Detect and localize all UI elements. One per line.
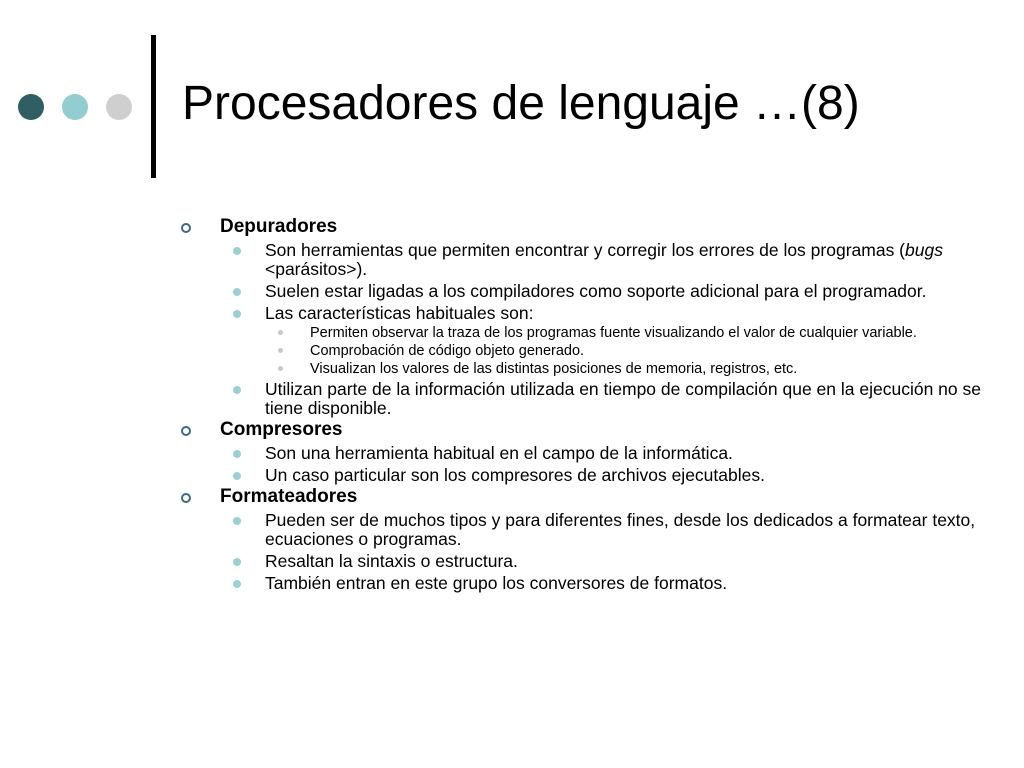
item-text: Suelen estar ligadas a los compiladores como soporte adicional para el programador. <box>265 281 927 301</box>
sub-list-item <box>265 343 981 359</box>
subitem-text: Comprobación de código objeto generado. <box>310 343 585 359</box>
dot-grey-icon <box>106 94 132 120</box>
item-text: Las características habituales son: <box>265 303 534 323</box>
dot-bullet-icon <box>233 472 241 480</box>
subitem-text: Permiten observar la traza de los programas fuente visualizando el valor de cualquier variable. <box>310 325 917 341</box>
bullet-list <box>220 444 981 485</box>
dot-bullet-icon <box>233 450 241 458</box>
list-item <box>220 380 981 418</box>
small-dot-bullet-icon <box>278 330 283 335</box>
dot-bullet-icon <box>233 517 241 525</box>
dot-bullet-icon <box>233 558 241 566</box>
ring-bullet-icon <box>181 426 191 436</box>
section-heading: Formateadores <box>220 486 358 507</box>
slide-body <box>181 215 981 593</box>
small-dot-bullet-icon <box>278 348 283 353</box>
list-item <box>220 304 981 377</box>
title-divider <box>151 35 156 178</box>
item-text: Resaltan la sintaxis o estructura. <box>265 551 518 571</box>
dot-bullet-icon <box>233 247 241 255</box>
bullet-list <box>220 511 981 593</box>
sub-list-item <box>265 361 981 377</box>
ring-bullet-icon <box>181 223 191 233</box>
item-text-after: <parásitos>). <box>265 259 368 279</box>
sub-list-item <box>265 325 981 341</box>
list-item <box>220 444 981 463</box>
dot-bullet-icon <box>233 310 241 318</box>
section-list <box>181 215 981 593</box>
item-text: Son una herramienta habitual en el campo de la informática. <box>265 443 733 463</box>
slide-title: Procesadores de lenguaje …(8) <box>182 77 860 130</box>
item-text: Un caso particular son los compresores de archivos ejecutables. <box>265 465 765 485</box>
section-heading: Depuradores <box>220 216 338 237</box>
item-text: También entran en este grupo los conversores de formatos. <box>265 573 728 593</box>
ring-bullet-icon <box>181 493 191 503</box>
list-item <box>220 552 981 571</box>
list-item <box>220 574 981 593</box>
section-formateadores <box>181 485 981 593</box>
list-item <box>220 241 981 279</box>
item-text: Pueden ser de muchos tipos y para diferentes fines, desde los dedicados a formatear texto, ecuaciones o programas. <box>265 510 976 549</box>
item-text: Utilizan parte de la información utilizada en tiempo de compilación que en la ejecución no se tiene disponible. <box>265 379 981 418</box>
dot-dark-icon <box>18 94 44 120</box>
list-item <box>220 466 981 485</box>
dot-bullet-icon <box>233 580 241 588</box>
bullet-list <box>220 241 981 418</box>
item-text-before: Son herramientas que permiten encontrar y corregir los errores de los programas ( <box>265 240 906 260</box>
dot-bullet-icon <box>233 288 241 296</box>
section-heading: Compresores <box>220 419 343 440</box>
dot-light-icon <box>62 94 88 120</box>
list-item <box>220 282 981 301</box>
list-item <box>220 511 981 549</box>
dot-bullet-icon <box>233 386 241 394</box>
small-dot-bullet-icon <box>278 366 283 371</box>
sub-bullet-list <box>265 325 981 377</box>
section-depuradores <box>181 215 981 418</box>
subitem-text: Visualizan los valores de las distintas posiciones de memoria, registros, etc. <box>310 361 798 377</box>
item-emphasis: bugs <box>905 240 943 260</box>
section-compresores <box>181 418 981 485</box>
